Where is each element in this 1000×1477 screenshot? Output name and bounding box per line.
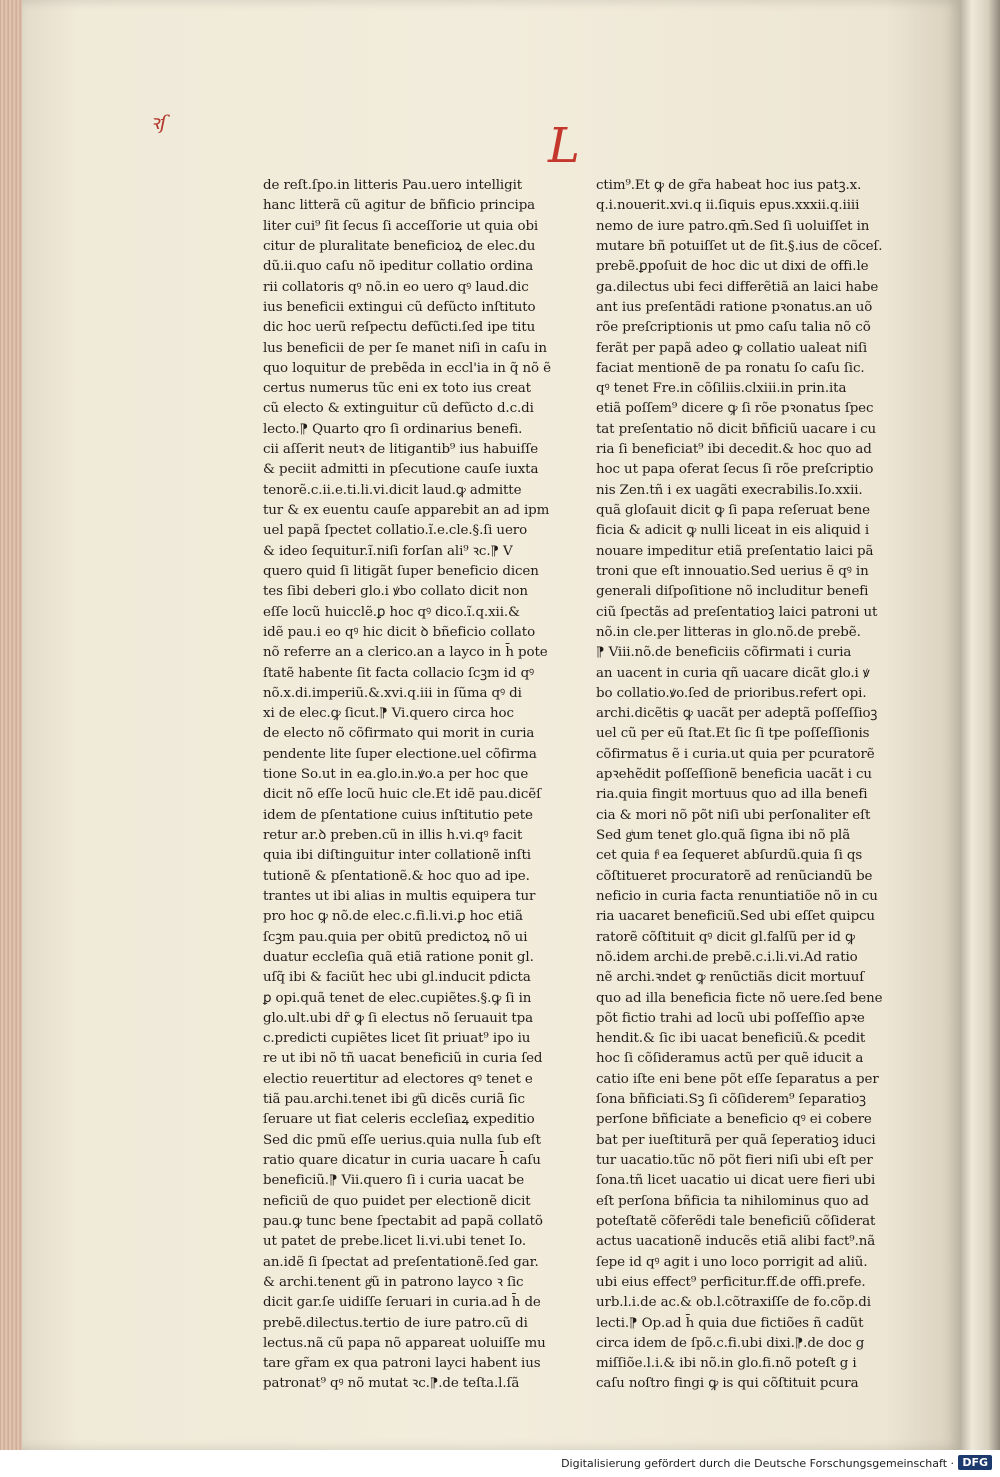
text-line: prebẽ.ꝑpoſuit de hoc dic ut dixi de offi.le (596, 259, 869, 275)
text-line: tat preſentatio nõ dicit bñficiũ uacare i cu (596, 421, 877, 437)
text-line: cũ electo & extinguitur cũ defũcto d.c.di (263, 401, 534, 417)
text-line: tiã pau.archi.tenet ibi gͥũ dicẽs curiã ſic (263, 1092, 525, 1108)
text-line: Sed dic pmũ eſſe uerius.quia nulla ſub eſt (263, 1132, 541, 1148)
footer-credit: Digitalisierung gefördert durch die Deutsche Forschungsgemeinschaft · (561, 1457, 954, 1470)
text-line: tutionẽ & pſentationẽ.& hoc quo ad ipe. (263, 868, 530, 884)
text-line: de electo nõ cõfirmato qui morit in curia (263, 726, 535, 742)
text-line: hendit.& ſic ibi uacat beneficiũ.& pcedit (596, 1031, 866, 1047)
text-line: idẽ pau.i eo qꝰ hic dicit ꝺ bñeficio collato (263, 624, 536, 640)
text-line: tenorẽ.c.ii.e.ti.li.vi.dicit laud.ꝙ admitte (263, 482, 522, 498)
text-line: quero quid ſi litigãt ſuper beneficio dicen (263, 563, 539, 579)
text-line: dic hoc uerũ reſpectu defũcti.ſed ipe titu (263, 320, 536, 336)
text-line: liter cui⁹ ſit ſecus ſi acceſſorie ut quia obi (263, 218, 539, 234)
text-line: lecti.⁋ Op.ad h̄ quia due fictiões ñ cadũt (596, 1315, 864, 1331)
text-line: ius beneficii extingui cũ defũcto inſtituto (263, 299, 536, 315)
text-line: generali diſpoſitione nõ includitur benefi (596, 584, 869, 600)
text-line: hanc litterã cũ agitur de bñficio principa (263, 198, 536, 214)
text-line: ciũ ſpectãs ad preſentatioꝫ laici patroni ut (596, 604, 878, 620)
text-line: rõe preſcriptionis ut pmo caſu talia nõ cõ (596, 320, 871, 336)
text-line: ratio quare dicatur in curia uacare h̄ caſu (263, 1153, 541, 1168)
text-line: c.predicti cupiẽtes licet ſit priuat⁹ ipo iu (263, 1031, 531, 1047)
text-line: ⁋ Viii.nõ.de beneficiis cõfirmati i curia (596, 645, 852, 661)
text-line: cet quia fͥ ea ſequeret abſurdũ.quia ſi qs (596, 848, 863, 864)
text-line: pro hoc ꝙ nõ.de elec.c.fi.li.vi.ꝑ hoc etiã (263, 909, 523, 925)
text-line: ubi eius effect⁹ perficitur.ff.de offi.prefe. (596, 1274, 866, 1290)
text-line: tare gr̃am ex qua patroni layci habent ius (263, 1356, 541, 1372)
text-line: ga.dilectus ubi feci differẽtiã an laici habe (596, 279, 879, 295)
text-line: nẽ archi.ꝛndet ꝙ renũctiãs dicit mortuuſ (596, 970, 865, 986)
text-line: quo ad illa beneficia ficte nõ uere.ſed bene (596, 990, 883, 1006)
text-line: catio iſte eni bene põt eſſe ſeparatus a per (596, 1071, 879, 1087)
text-line: bat per iueſtiturã per quã ſeperatioꝫ iduci (596, 1132, 876, 1148)
text-line: patronat⁹ qꝰ nõ mutat ꝛc.⁋.de teſta.l.ſã (263, 1376, 520, 1392)
text-line: apꝛehẽdit poſſeſſionẽ beneficia uacãt i cu (596, 767, 872, 783)
footer-bar (0, 1450, 1000, 1477)
text-line: ratorẽ cõſtituit qꝰ dicit gl.falſũ per id ꝙ (596, 929, 855, 945)
text-line: duatur eccleſia quã etiã ratione ponit gl. (263, 949, 534, 965)
text-line: perſone bñficiate a beneficio qꝰ ei cobere (596, 1112, 872, 1128)
book-gutter (960, 0, 1000, 1450)
text-line: pau.ꝙ tunc bene ſpectabit ad papã collatõ (263, 1213, 543, 1229)
dfg-logo: DFG (958, 1455, 992, 1470)
text-line: tur uacatio.tũc nõ põt fieri niſi ubi eſt per (596, 1153, 873, 1168)
text-line: retur ar.ꝺ preben.cũ in illis h.vi.qꝰ facit (263, 828, 523, 843)
text-line: circa idem de ſpõ.c.fi.ubi dixi.⁋.de doc g (596, 1335, 865, 1351)
text-line: de reſt.ſpo.in litteris Pau.uero intelligit (263, 178, 523, 193)
text-line: idem de pſentatione cuius inſtitutio pete (263, 807, 533, 823)
text-line: qꝰ tenet Fre.in cõſiliis.clxiii.in prin.ita (596, 381, 847, 397)
text-line: nõ.in cle.per litteras in glo.nõ.de prebẽ. (596, 624, 861, 640)
text-line: bo collatio.ꝟo.ſed de prioribus.refert opi. (596, 685, 867, 701)
text-line: neficiũ de quo puidet per electionẽ dicit (263, 1193, 531, 1209)
text-line: & ideo ſequitur.ĩ.niſi forſan ali⁹ ꝛc.⁋ V (263, 543, 513, 559)
text-line: citur de pluralitate beneficioꝝ de elec.du (263, 238, 536, 254)
text-line: nemo de iure patro.qm̄.Sed ſi uoluiſſet in (596, 218, 870, 234)
text-line: ſtatẽ habente ſit facta collacio ſcꝫm id qꝰ (263, 665, 535, 681)
text-line: ſona.tñ licet uacatio ui dicat uere fieri ubi (596, 1173, 876, 1189)
text-line: põt fictio trahi ad locũ ubi poſſeſſio apꝛe (596, 1010, 865, 1026)
text-line: quã gloſauit dicit ꝙ ſi papa reſeruat bene (596, 503, 870, 518)
text-line: prebẽ.dilectus.tertio de iure patro.cũ di (263, 1315, 528, 1331)
text-line: Sed gͥum tenet glo.quã ſigna ibi nõ plã (596, 828, 851, 843)
text-line: dicit gar.ſe uidiſſe ſeruari in curia.ad h̄ de (263, 1295, 541, 1311)
text-line: mutare bñ potuiſſet ut de ſit.§.ius de cõceſ. (596, 238, 883, 254)
text-line: nis Zen.tñ i ex uagãti execrabilis.Io.xxii. (596, 482, 863, 498)
text-line: miſſiõe.l.i.& ibi nõ.in glo.fi.nõ poteſt g i (596, 1356, 857, 1372)
text-line: glo.ult.ubi dr̃ ꝙ ſi electus nõ ſeruauit tpa (263, 1010, 534, 1026)
text-line: nõ.x.di.imperiũ.&.xvi.q.iii in ſũma qꝰ di (263, 685, 522, 701)
text-line: lus beneficii de per ſe manet niſi in caſu in (263, 340, 547, 356)
text-line: ſcꝫm pau.quia per obitũ predictoꝝ nõ ui (263, 929, 528, 945)
text-line: lectus.nã cũ papa nõ appareat uoluiſſe mu (263, 1335, 546, 1351)
text-line: archi.dicẽtis ꝙ uacãt per adeptã poſſeſſioꝫ (596, 706, 878, 722)
text-line: uel papã ſpectet collatio.ĩ.e.cle.§.ſi uero (263, 523, 528, 539)
text-line: quo loquitur de prebẽda in eccl'ia in q̃ nõ ẽ (263, 360, 551, 376)
text-line: tur & ex euentu cauſe apparebit an ad ipm (263, 503, 550, 518)
text-line: quia ibi diſtinguitur inter collationẽ inſti (263, 848, 531, 864)
text-line: cõſtitueret procuratorẽ ad renũciandũ be (596, 868, 873, 884)
text-line: actus uacationẽ inducẽs etiã alibi fact⁹.nã (596, 1234, 876, 1250)
text-line: & peciit admitti in pſecutione cauſe iuxta (263, 462, 539, 478)
text-line: an.idẽ ſi ſpectat ad preſentationẽ.ſed gar. (263, 1254, 539, 1270)
text-line: hoc ut papa oferat ſecus ſi rõe preſcriptio (596, 462, 874, 478)
text-line: ut patet de prebe.licet li.vi.ubi tenet Io. (263, 1234, 527, 1250)
text-line: cia & mori nõ põt niſi ubi perſonaliter eſt (596, 807, 871, 823)
text-line: re ut ibi nõ tñ uacat beneficiũ in curia ſed (263, 1051, 543, 1067)
text-line: ria ſi beneficiat⁹ ibi decedit.& hoc quo ad (596, 442, 872, 458)
text-line: ſona bñficiati.Sꝫ ſi cõſiderem⁹ ſeparatioꝫ (596, 1092, 866, 1108)
folio-mark: L (548, 118, 580, 174)
text-line: nõ.idem archi.de prebẽ.c.i.li.vi.Ad ratio (596, 949, 858, 965)
text-line: eſt perſona bñficia ta nihilominus quo ad (596, 1193, 869, 1209)
text-line: dũ.ii.quo caſu nõ ipeditur collatio ordina (263, 259, 534, 275)
text-line: xi de elec.ꝙ ſicut.⁋ Vi.quero circa hoc (263, 706, 514, 722)
text-line: ant ius preſentãdi ratione pꝛonatus.an uõ (596, 299, 873, 315)
text-line: ꝑ opi.quã tenet de elec.cupiẽtes.§.ꝙ ſi in (263, 990, 532, 1006)
text-line: ſepe id qꝰ agit i uno loco porrigit ad aliũ. (596, 1254, 868, 1270)
text-line: uſq̃ ibi & faciũt hec ubi gl.inducit pdicta (263, 970, 531, 986)
text-line: cii aſſerit neutꝛ de litigantib⁹ ius habuiſſe (263, 442, 539, 458)
text-line: ria.quia fingit mortuus quo ad illa benefi (596, 787, 868, 803)
text-line: an uacent in curia qñ uacare dicãt glo.i ꝟ (596, 665, 870, 681)
text-line: etiã poſſem⁹ dicere ꝙ ſi rõe pꝛonatus ſpec (596, 401, 874, 417)
text-line: rii collatoris qꝰ nõ.in eo uero qꝰ laud.dic (263, 279, 529, 295)
text-line: ria uacaret beneficiũ.Sed ubi eſſet quipcu (596, 909, 875, 925)
text-line: urb.l.i.de ac.& ob.l.cõtraxiſſe de fo.cõp.di (596, 1295, 871, 1311)
text-line: dicit nõ eſſe locũ huic cle.Et idẽ pau.dicẽſ (263, 787, 541, 803)
text-line: nouare impeditur etiã preſentatio laici pã (596, 543, 874, 559)
text-line: caſu noſtro fingi ꝙ is qui cõſtituit pcura (596, 1376, 859, 1392)
text-line: ficia & adicit ꝙ nulli liceat in eis aliquid i (596, 523, 870, 539)
text-line: nõ referre an a clerico.an a layco in h̄ pote (263, 645, 548, 661)
text-line: tes ſibi deberi glo.i ꝟbo collato dicit non (263, 584, 528, 600)
text-line: ſeruare ut fiat celeris eccleſiaꝝ expeditio (263, 1112, 535, 1128)
text-line: ctim⁹.Et ꝙ de gr̃a habeat hoc ius patꝫ.x. (596, 178, 862, 193)
text-line: cõfirmatus ẽ i curia.ut quia per pcuratorẽ (596, 746, 875, 762)
book-page-edges (0, 0, 22, 1450)
left-text-column (263, 176, 559, 1395)
text-line: q.i.nouerit.xvi.q ii.ſiquis epus.xxxii.q.iiii (596, 198, 860, 214)
text-line: eſſe locũ huicclẽ.ꝑ hoc qꝰ dico.ĩ.q.xii.& (263, 604, 520, 620)
text-line: pendente lite ſuper electione.uel cõfirma (263, 746, 537, 762)
text-line: troni que eſt innouatio.Sed uerius ẽ qꝰ in (596, 563, 869, 579)
text-line: tione So.ut in ea.glo.in.ꝟo.a per hoc que (263, 767, 529, 783)
text-line: faciat mentionẽ de pa ronatu ſo caſu ſic. (596, 360, 865, 376)
text-line: hoc ſi cõſideramus actũ per quẽ iducit a (596, 1051, 864, 1067)
text-line: beneficiũ.⁋ Vii.quero ſi i curia uacat be (263, 1173, 525, 1189)
text-line: & archi.tenent gͥũ in patrono layco ꝛ ſic (263, 1274, 524, 1290)
marginal-mark: ꝛſ (150, 110, 167, 134)
text-line: neficio in curia facta renuntiatiõe nõ in cu (596, 888, 878, 904)
text-line: trantes ut ibi alias in multis equipera tur (263, 888, 536, 904)
text-line: lecto.⁋ Quarto qro ſi ordinarius benefi. (263, 421, 523, 437)
text-line: electio reuertitur ad electores qꝰ tenet e (263, 1071, 533, 1087)
text-line: uel cũ per eũ ſtat.Et ſic ſi tpe poſſeſſionis (596, 726, 870, 742)
text-line: poteſtatẽ cõferẽdi tale beneficiũ cõſiderat (596, 1213, 876, 1229)
text-line: ferãt per papã adeo ꝙ collatio ualeat niſi (596, 340, 868, 356)
right-text-column (596, 176, 914, 1395)
text-line: certus numerus tũc eni ex toto ius creat (263, 381, 531, 397)
